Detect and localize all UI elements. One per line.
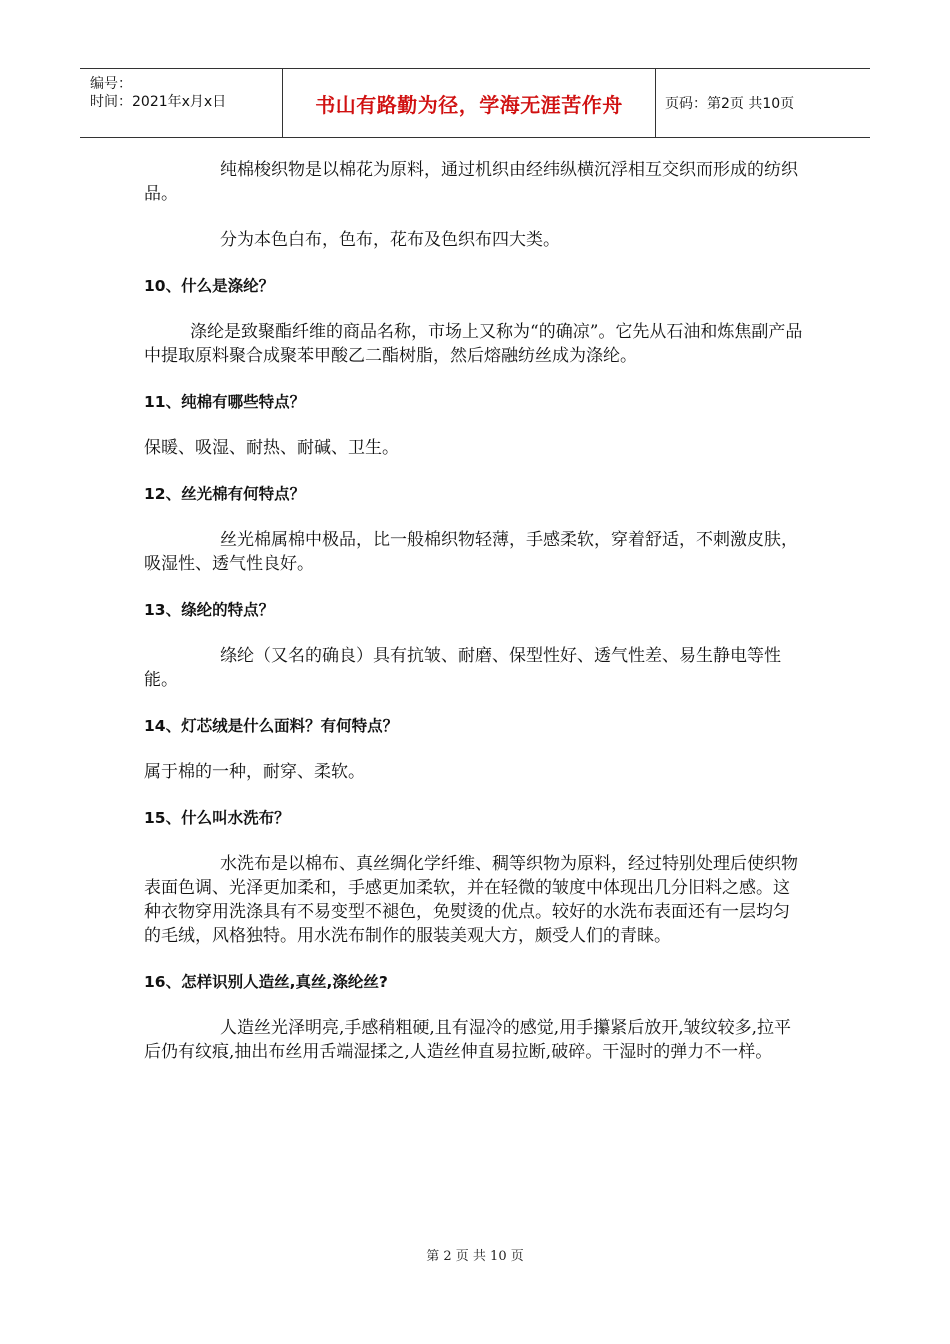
answer-15: 水洗布是以棉布、真丝绸化学纤维、稠等织物为原料，经过特别处理后使织物表面色调、光泽更加柔和，手感更加柔软，并在轻微的皱度中体现出几分旧料之感。这种衣物穿用洗涤具有不易变型不褪色，免熨烫的优点。较好的水洗布表面还有一层均匀的毛绒，风格独特。用水洗布制作的服装美观大方，颇受人们的青睐。 — [144, 854, 798, 946]
question-11: 11、纯棉有哪些特点？ — [144, 393, 306, 411]
header-motto-cell — [282, 69, 656, 137]
question-12: 12、丝光棉有何特点？ — [144, 485, 306, 503]
time-label: 时间：2021年x月x日 — [90, 94, 227, 110]
answer-13: 绦纶（又名的确良）具有抗皱、耐磨、保型性好、透气性差、易生静电等性能。 — [144, 646, 781, 690]
document-header — [80, 68, 870, 138]
document-body — [144, 158, 804, 1064]
question-13: 13、绦纶的特点？ — [144, 601, 275, 619]
header-meta-cell — [80, 69, 283, 137]
question-14: 14、灯芯绒是什么面料？有何特点？ — [144, 717, 399, 735]
answer-14: 属于棉的一种，耐穿、柔软。 — [144, 762, 365, 782]
page-info: 页码：第2页 共10页 — [665, 96, 795, 112]
question-10: 10、什么是涤纶？ — [144, 277, 275, 295]
answer-16: 人造丝光泽明亮,手感稍粗硬,且有湿冷的感觉,用手攥紧后放开,皱纹较多,拉平后仍有纹痕,抽出布丝用舌端湿揉之,人造丝伸直易拉断,破碎。干湿时的弹力不一样。 — [144, 1018, 792, 1062]
motto-text: 书山有路勤为径，学海无涯苦作舟 — [315, 92, 623, 117]
number-label: 编号： — [90, 76, 132, 92]
answer-11: 保暖、吸湿、耐热、耐碱、卫生。 — [144, 438, 399, 458]
question-16: 16、怎样识别人造丝,真丝,涤纶丝? — [144, 973, 388, 991]
paragraph-cotton-woven: 纯棉梭织物是以棉花为原料，通过机织由经纬纵横沉浮相互交织而形成的纺织品。 — [144, 160, 798, 204]
header-page-cell — [655, 69, 870, 137]
answer-12: 丝光棉属棉中极品，比一般棉织物轻薄，手感柔软，穿着舒适，不刺激皮肤，吸湿性、透气性良好。 — [144, 530, 798, 574]
paragraph-categories: 分为本色白布，色布，花布及色织布四大类。 — [220, 230, 560, 250]
answer-10: 涤纶是致聚酯纤维的商品名称，市场上又称为“的确凉”。它先从石油和炼焦副产品中提取原料聚合成聚苯甲酸乙二酯树脂，然后熔融纺丝成为涤纶。 — [144, 322, 803, 366]
page-footer: 第 2 页 共 10 页 — [426, 1249, 524, 1264]
question-15: 15、什么叫水洗布？ — [144, 809, 290, 827]
